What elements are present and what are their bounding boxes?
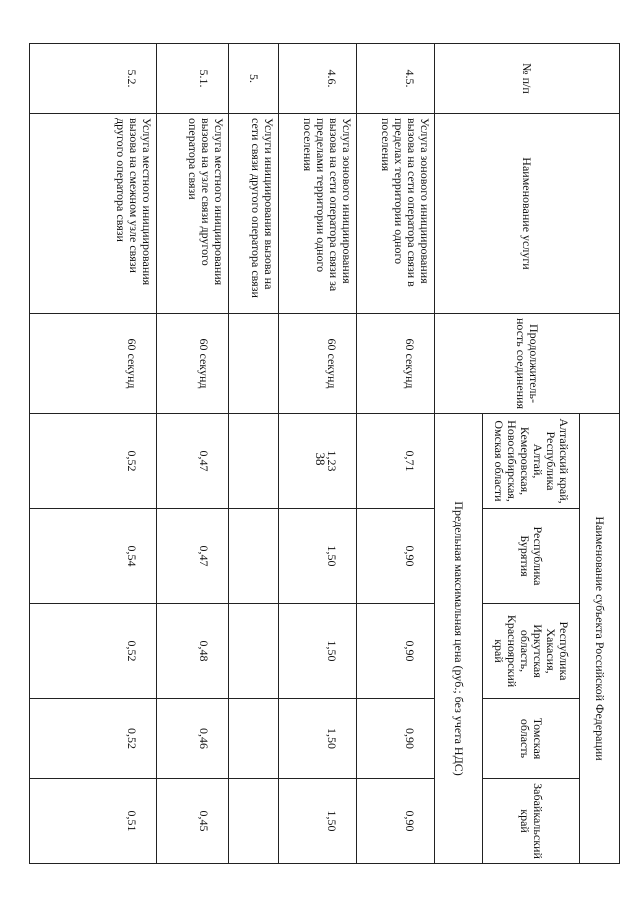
row-price: 0,46: [157, 699, 229, 779]
header-subject-group: Наименование субъекта Российской Федерации: [580, 414, 620, 864]
row-duration: 60 секунд: [157, 314, 229, 414]
header-duration: Продолжитель-ность соединения: [435, 314, 620, 414]
row-price: 0,54: [30, 509, 157, 604]
table-row: [30, 44, 157, 864]
row-price: 0,52: [30, 414, 157, 509]
row-price: 0,48: [157, 604, 229, 699]
row-num: 4.6.: [279, 44, 357, 114]
table-row: [229, 44, 279, 864]
header-price-label: Предельная максимальная цена (руб.; без учета НДС): [435, 414, 483, 864]
row-price: 1,23: [279, 414, 357, 509]
row-price: 1,50: [279, 779, 357, 864]
header-region-4: Томская область: [483, 699, 580, 779]
row-num: 4.5.: [357, 44, 435, 114]
row-service: Услуга зонового инициирования вызова на сети оператора связи за пределами территории одного поселения: [279, 114, 357, 314]
page-number: 38: [313, 452, 328, 466]
row-price: 1,50: [279, 699, 357, 779]
row-duration: [229, 314, 279, 414]
row-service: Услуга зонового инициирования вызова на сети оператора связи в пределах территории одного поселения: [357, 114, 435, 314]
row-num: 5.1.: [157, 44, 229, 114]
row-price: 0,52: [30, 604, 157, 699]
row-duration: 60 секунд: [357, 314, 435, 414]
row-price: 1,50: [279, 604, 357, 699]
row-price: 0,90: [357, 779, 435, 864]
header-row-1: [580, 44, 620, 864]
row-num: 5.: [229, 44, 279, 114]
row-price: [229, 509, 279, 604]
row-price: 1,50: [279, 509, 357, 604]
row-num: 5.2.: [30, 44, 157, 114]
tariff-table: [29, 43, 620, 864]
row-service: Услуга местного инициирования вызова на смежном узле связи другого оператора связи: [30, 114, 157, 314]
row-price: 0,90: [357, 604, 435, 699]
row-service: Услуга местного инициирования вызова на узле связи другого оператора связи: [157, 114, 229, 314]
row-price: 0,90: [357, 509, 435, 604]
row-price: 0,47: [157, 509, 229, 604]
row-duration: 60 секунд: [30, 314, 157, 414]
header-service: Наименование услуги: [435, 114, 620, 314]
header-region-1: Алтайский край, Республика Алтай, Кемеровская, Новосибирская, Омская области: [483, 414, 580, 509]
row-price: [229, 414, 279, 509]
header-region-2: Республика Бурятия: [483, 509, 580, 604]
rotated-table-container: [30, 43, 620, 863]
row-price: 0,71: [357, 414, 435, 509]
row-price: 0,90: [357, 699, 435, 779]
row-price: 0,45: [157, 779, 229, 864]
row-service: Услуги инициирования вызова на сети связи другого оператора связи: [229, 114, 279, 314]
table-row: [357, 44, 435, 864]
row-price: 0,52: [30, 699, 157, 779]
row-duration: 60 секунд: [279, 314, 357, 414]
header-region-5: Забайкальский край: [483, 779, 580, 864]
table-row: [157, 44, 229, 864]
table-row: [279, 44, 357, 864]
header-region-3: Республика Хакасия, Иркутская область, Красноярский край: [483, 604, 580, 699]
row-price: 0,47: [157, 414, 229, 509]
row-price: [229, 779, 279, 864]
row-price: 0,51: [30, 779, 157, 864]
header-num: № п/п: [435, 44, 620, 114]
row-price: [229, 604, 279, 699]
row-price: [229, 699, 279, 779]
